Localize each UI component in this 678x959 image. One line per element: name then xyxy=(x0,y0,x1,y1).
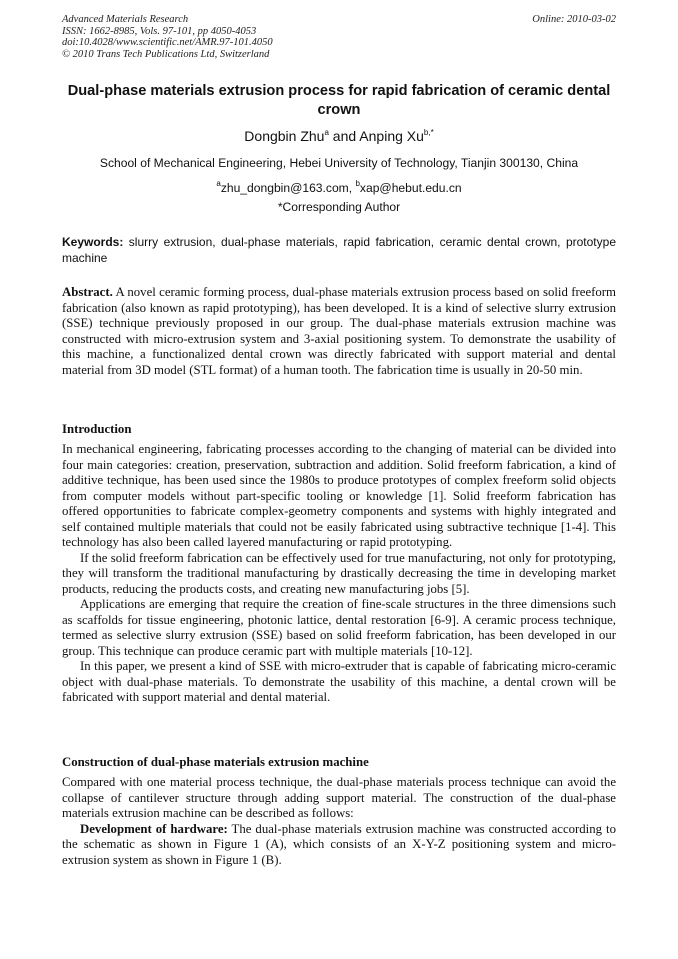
author-2: Anping Xu xyxy=(359,128,424,144)
intro-paragraph: If the solid freeform fabrication can be effectively used for true manufacturing, not only for prototyping, they will transform the traditional manufacturing by drastically decreasing the time in developing market products, reducing the products costs, and creating new manufacturing jobs [5]. xyxy=(62,550,616,596)
author-1: Dongbin Zhu xyxy=(244,128,325,144)
email-a: zhu_dongbin@163.com, xyxy=(220,181,356,195)
affiliation: School of Mechanical Engineering, Hebei University of Technology, Tianjin 300130, China xyxy=(99,156,579,170)
journal-name: Advanced Materials Research xyxy=(62,14,189,25)
abstract-block xyxy=(62,285,616,378)
construction-body xyxy=(62,775,616,868)
doi-line: doi:10.4028/www.scientific.net/AMR.97-101.4050 xyxy=(62,37,273,48)
paper-title: Dual-phase materials extrusion process for rapid fabrication of ceramic dental crown xyxy=(67,83,611,118)
author-2-affil-mark: b,* xyxy=(423,128,434,137)
introduction-body xyxy=(62,442,616,706)
author-line xyxy=(62,128,616,144)
email-b-mark: b xyxy=(355,179,360,188)
issn-line: ISSN: 1662-8985, Vols. 97-101, pp 4050-4053 xyxy=(62,25,257,37)
construction-paragraph: Compared with one material process technique, the dual-phase materials process technique can avoid the collapse of cantilever structure through adding support material. The construction of the dual-phase materials extrusion machine can be described as follows: xyxy=(62,775,616,820)
keywords-label: Keywords: xyxy=(62,235,124,249)
journal-header xyxy=(62,14,273,60)
email-b: xap@hebut.edu.cn xyxy=(359,181,462,195)
author-1-affil-mark: a xyxy=(324,128,329,137)
abstract-text: A novel ceramic forming process, dual-phase materials extrusion process based on solid freeform fabrication (also known as rapid prototyping), has been developed. It is a kind of selective slurry extrusion (SSE) technique previously proposed in our group. The dual-phase materials extrusion machine was constructed with micro-extrusion system and 3-axial positioning system. To demonstrate the usability of this machine, a functionalized dental crown was directly fabricated with support material and dental material from 3D model (STL format) of a human tooth. The fabrication time is usually in 20-50 min. xyxy=(62,285,616,377)
abstract-label: Abstract. xyxy=(62,285,113,299)
intro-paragraph: In mechanical engineering, fabricating processes according to the changing of material can be divided into four main categories: creation, preservation, subtraction and addition. Solid freeform fabrication, a kind of additive technique, has been used since the 1980s to produce prototypes of complex freeform solid objects from computer models without part-specific tooling or knowledge [1]. Solid freeform fabrication has offered opportunities to fabricate complex-geometry components and systems with highly integrated and self contained multiple materials that could not be easily fabricated using subtractive technique [1-4]. This technology has also been called layered manufacturing or rapid prototyping. xyxy=(62,442,616,549)
corresponding-author-note: *Corresponding Author xyxy=(277,200,401,214)
keywords-text: slurry extrusion, dual-phase materials, rapid fabrication, ceramic dental crown, prototype machine xyxy=(62,235,616,265)
hardware-text: The dual-phase materials extrusion machine was constructed according to the schematic as shown in Figure 1 (A), which consists of an X-Y-Z positioning system and micro-extrusion system as shown in Figure 1 (B). xyxy=(62,821,616,867)
email-line xyxy=(62,179,616,195)
intro-paragraph: Applications are emerging that require the creation of fine-scale structures in the three dimensions such as scaffolds for tissue engineering, photonic lattice, dental restoration [6-9]. A ceramic process technique, termed as selective slurry extrusion (SSE) based on solid freeform fabrication, has been developed in our group. This technique can produce ceramic part with multiple materials [10-12]. xyxy=(62,597,616,658)
construction-heading: Construction of dual-phase materials extrusion machine xyxy=(62,755,369,769)
keywords-block xyxy=(62,234,616,266)
intro-paragraph: In this paper, we present a kind of SSE with micro-extruder that is capable of fabricating micro-ceramic object with dual-phase materials. To demonstrate the usability of this machine, a dental crown will be fabricated with support material and dental material. xyxy=(62,659,616,704)
introduction-heading: Introduction xyxy=(62,422,132,436)
hardware-label: Development of hardware: xyxy=(80,821,228,836)
author-and: and xyxy=(328,128,360,144)
online-date: Online: 2010-03-02 xyxy=(532,14,616,25)
email-a-mark: a xyxy=(216,179,221,188)
copyright-line: © 2010 Trans Tech Publications Ltd, Switzerland xyxy=(62,48,270,60)
hardware-paragraph xyxy=(62,822,616,869)
